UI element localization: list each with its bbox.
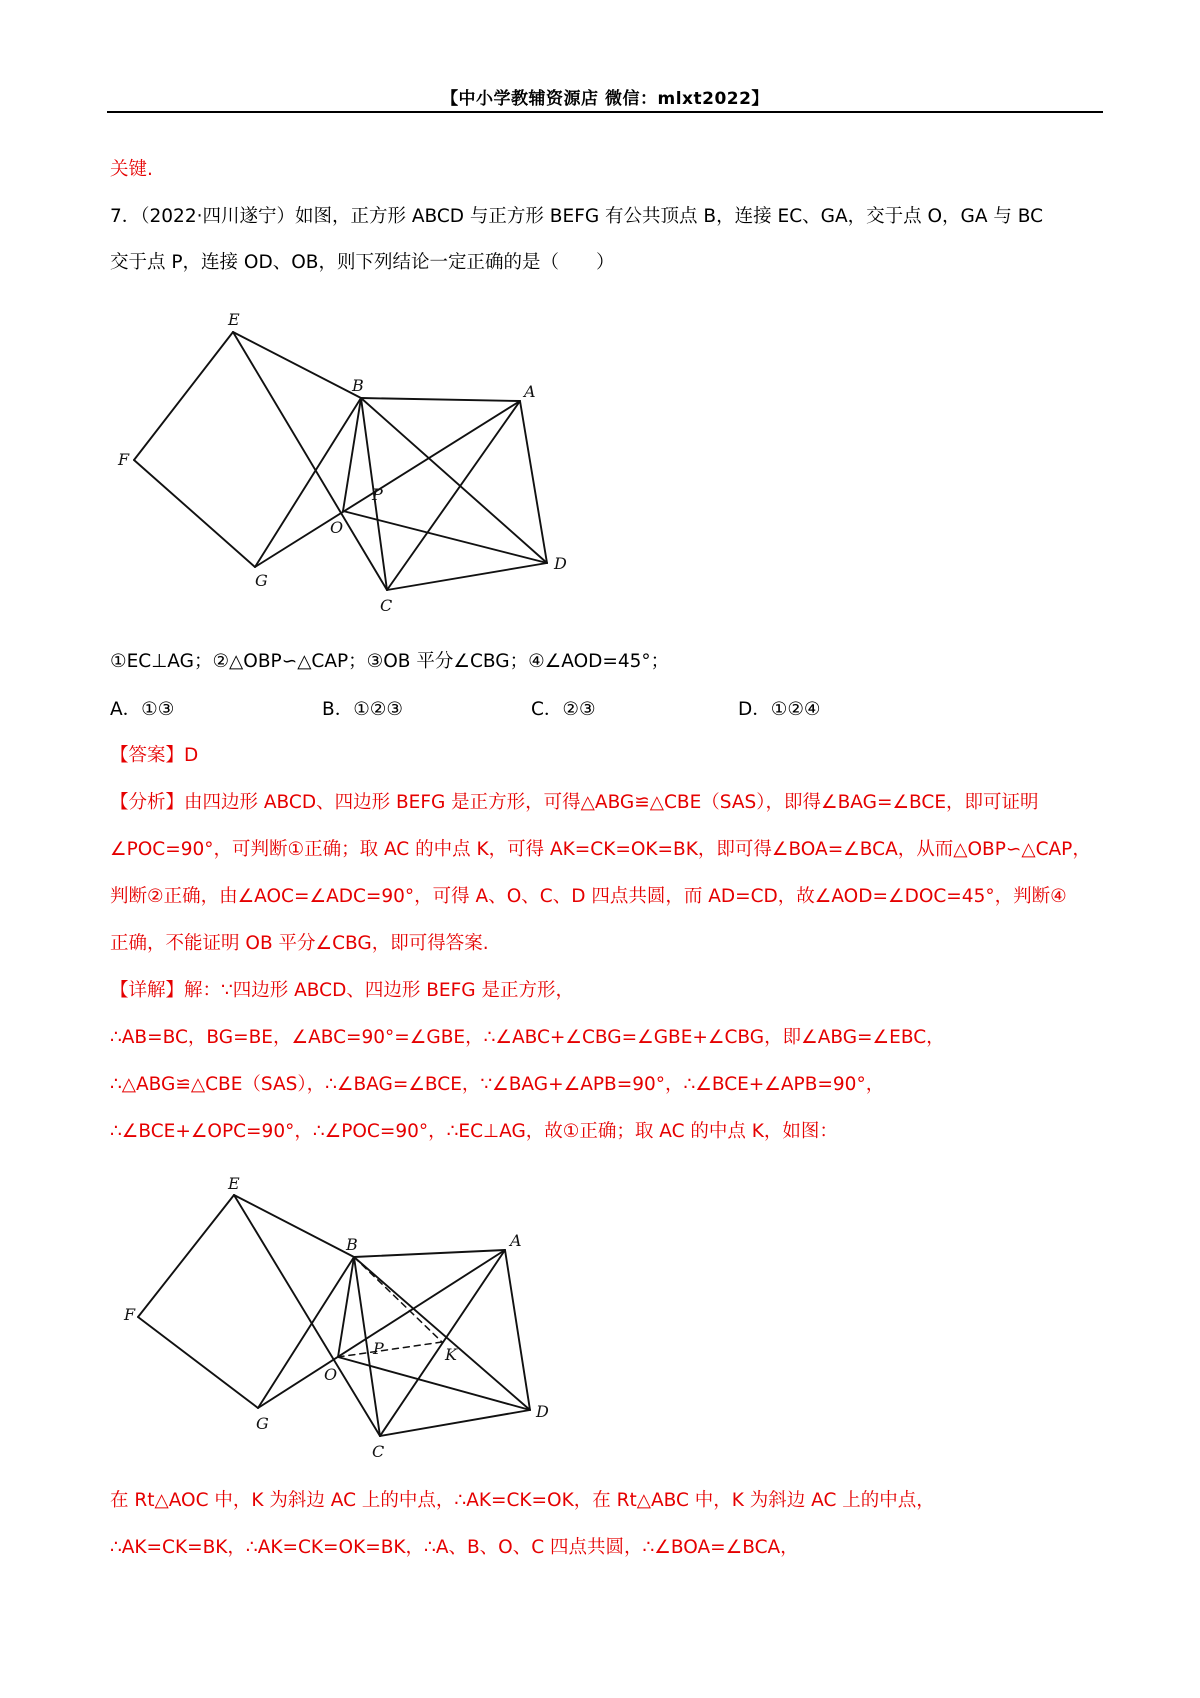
segment-GB: [255, 398, 361, 567]
option-c: C．②③: [531, 699, 596, 720]
analysis-line-2: ∠POC=90°，可判断①正确；取 AC 的中点 K，可得 AK=CK=OK=BK，即可得∠BOA=∠BCA，从而△OBP∽△CAP，: [110, 839, 1091, 860]
detail-line-5: 在 Rt△AOC 中，K 为斜边 AC 上的中点，∴AK=CK=OK，在 Rt△ABC 中，K 为斜边 AC 上的中点，: [110, 1490, 935, 1511]
segment-EF: [134, 332, 233, 460]
label-F: F: [118, 450, 130, 469]
label-P: P: [372, 485, 383, 504]
segment-EF: [138, 1195, 234, 1317]
statements-line: ①EC⊥AG；②△OBP∽△CAP；③OB 平分∠CBG；④∠AOD=45°；: [110, 651, 670, 672]
figure-1: [110, 305, 590, 625]
label-D: D: [536, 1402, 549, 1421]
detail-line-3: ∴△ABG≌△CBE（SAS），∴∠BAG=∠BCE，∵∠BAG+∠APB=90°，∴∠BCE+∠APB=90°，: [110, 1074, 885, 1095]
segment-BD: [354, 1257, 530, 1410]
segment-GA: [258, 1250, 505, 1408]
segment-BD: [361, 398, 547, 563]
answer-line: 【答案】D: [110, 745, 199, 766]
analysis-line-1: 【分析】由四边形 ABCD、四边形 BEFG 是正方形，可得△ABG≌△CBE（SAS），即得∠BAG=∠BCE，即可证明: [110, 792, 1039, 813]
segment-OB: [338, 1257, 354, 1357]
label-K: K: [445, 1345, 457, 1364]
label-G: G: [255, 571, 268, 590]
label-G: G: [256, 1414, 269, 1433]
segment-DC: [387, 563, 547, 590]
analysis-line-3: 判断②正确，由∠AOC=∠ADC=90°，可得 A、O、C、D 四点共圆，而 AD=CD，故∠AOD=∠DOC=45°，判断④: [110, 886, 1067, 907]
label-E: E: [228, 310, 240, 329]
detail-line-2: ∴AB=BC，BG=BE，∠ABC=90°=∠GBE，∴∠ABC+∠CBG=∠GBE+∠CBG，即∠ABG=∠EBC，: [110, 1027, 945, 1048]
segment-OB: [343, 398, 361, 511]
label-A: A: [510, 1231, 522, 1250]
detail-line-4: ∴∠BCE+∠OPC=90°，∴∠POC=90°，∴EC⊥AG，故①正确；取 AC 的中点 K，如图：: [110, 1121, 838, 1142]
label-O: O: [324, 1365, 338, 1384]
option-d: D．①②④: [738, 699, 821, 720]
options-row: [110, 695, 1100, 721]
label-B: B: [352, 376, 364, 395]
label-C: C: [372, 1442, 385, 1461]
segment-BA: [354, 1250, 505, 1257]
segment-BA: [361, 398, 520, 401]
label-E: E: [228, 1174, 240, 1193]
detail-line-1: 【详解】解：∵四边形 ABCD、四边形 BEFG 是正方形，: [110, 980, 574, 1001]
header-divider: [107, 111, 1103, 113]
label-B: B: [346, 1235, 358, 1254]
label-C: C: [380, 596, 393, 615]
segment-OK-dashed: [338, 1342, 442, 1357]
question-line-2: 交于点 P，连接 OD、OB，则下列结论一定正确的是（ ）: [110, 252, 615, 273]
option-b: B．①②③: [322, 699, 403, 720]
segment-AC: [387, 401, 520, 590]
analysis-line-4: 正确，不能证明 OB 平分∠CBG，即可得答案.: [110, 933, 489, 954]
segment-FG: [138, 1317, 258, 1408]
segment-DC: [380, 1410, 530, 1436]
label-A: A: [524, 382, 536, 401]
label-O: O: [330, 518, 344, 537]
question-line-1: 7．（2022·四川遂宁）如图，正方形 ABCD 与正方形 BEFG 有公共顶点 B，连接 EC、GA，交于点 O，GA 与 BC: [110, 206, 1044, 227]
page-header: 【中小学教辅资源店 微信：mlxt2022】: [441, 89, 769, 109]
segment-AC: [380, 1250, 505, 1436]
option-a: A．①③: [110, 699, 175, 720]
label-P: P: [373, 1339, 384, 1358]
segment-AD: [505, 1250, 530, 1410]
figure-2: [110, 1170, 580, 1470]
label-F: F: [124, 1305, 136, 1324]
label-D: D: [554, 554, 567, 573]
segment-GA: [255, 401, 520, 567]
segment-OD: [338, 1357, 530, 1410]
text-line-1: 关键.: [110, 159, 153, 180]
segment-GB: [258, 1257, 354, 1408]
detail-line-6: ∴AK=CK=BK，∴AK=CK=OK=BK，∴A、B、O、C 四点共圆，∴∠BOA=∠BCA，: [110, 1537, 799, 1558]
segment-AD: [520, 401, 547, 563]
segment-EC: [234, 1195, 380, 1436]
segment-FG: [134, 460, 255, 567]
